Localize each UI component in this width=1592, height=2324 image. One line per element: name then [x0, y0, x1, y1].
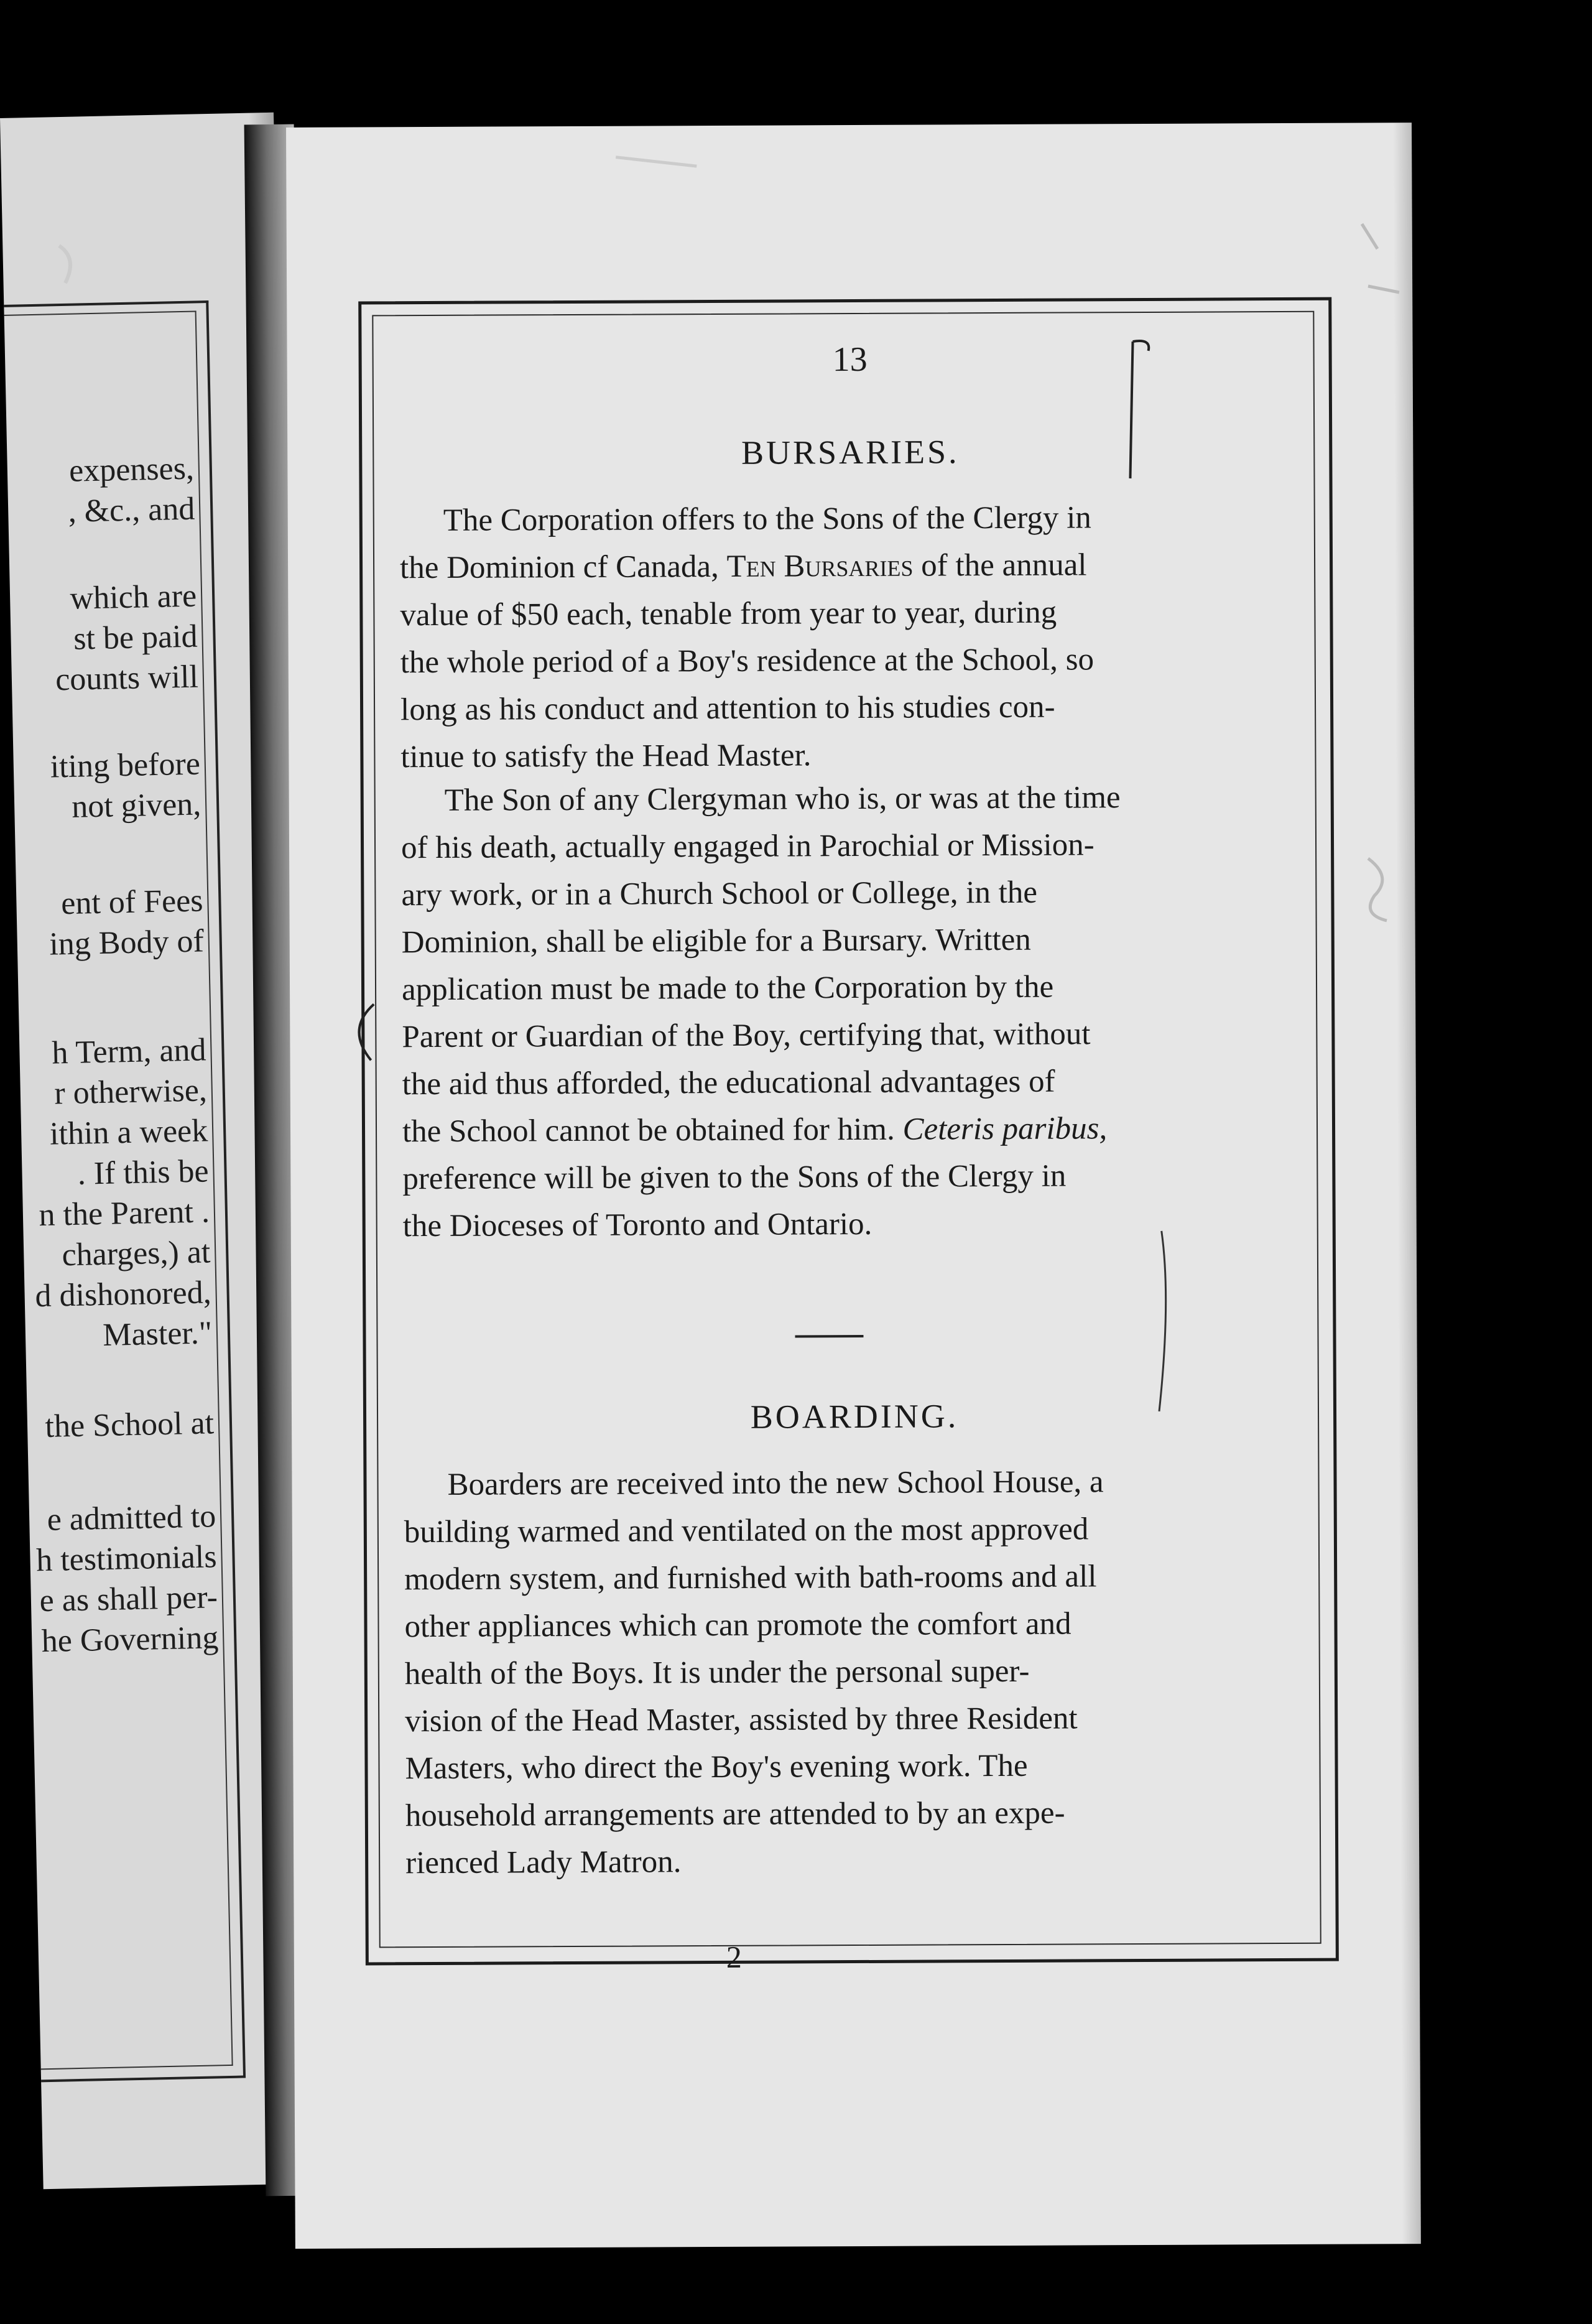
text-line: building warmed and ventilated on the most approved	[404, 1512, 1089, 1550]
text-span: of the annual	[913, 547, 1087, 583]
text-line: preference will be given to the Sons of the Clergy in	[402, 1158, 1067, 1197]
pencil-bracket-mark-icon	[1095, 335, 1170, 498]
text-line: ary work, or in a Church School or College, in the	[401, 875, 1038, 913]
left-page-line: ithin a week	[49, 1113, 208, 1152]
text-line: vision of the Head Master, assisted by three Resident	[405, 1701, 1078, 1739]
left-page-line: he Governing	[41, 1620, 219, 1660]
left-page-line: not given,	[71, 786, 201, 825]
left-page-line: the School at	[44, 1405, 215, 1444]
left-page-line: r otherwise,	[53, 1072, 208, 1112]
left-page-line: d dishonored,	[34, 1275, 212, 1314]
text-line: long as his conduct and attention to his studies con-	[400, 689, 1055, 728]
left-page-line: , &c., and	[68, 491, 195, 529]
boarding-heading: BOARDING.	[750, 1397, 959, 1436]
bursaries-paragraph-1	[400, 493, 1272, 781]
pencil-curve-mark-icon	[340, 998, 383, 1066]
stray-dash-mark-icon	[609, 138, 709, 176]
left-page-line: counts will	[55, 659, 199, 698]
left-page-line: ent of Fees	[60, 883, 204, 922]
text-line: Boarders are received into the new School House, a	[447, 1464, 1104, 1502]
left-page-line: n the Parent .	[38, 1194, 210, 1234]
text-span: the Dominion cf Canada,	[399, 549, 727, 586]
left-page-line: Master."	[102, 1315, 213, 1353]
signature-mark: 2	[726, 1939, 742, 1974]
left-page-line: iting before	[50, 746, 201, 785]
text-line: Masters, who direct the Boy's evening work. The	[405, 1748, 1028, 1787]
text-line: tinue to satisfy the Head Master.	[400, 738, 812, 775]
scan-artifact-icon	[50, 236, 87, 292]
left-page-line: h Term, and	[51, 1032, 207, 1071]
left-page-line: e admitted to	[47, 1499, 216, 1538]
left-page-line: h testimonials	[35, 1539, 218, 1579]
ten-bursaries-small-caps: Ten Bursaries	[726, 548, 914, 584]
pencil-line-mark-icon	[1143, 1225, 1181, 1424]
boarding-paragraph	[404, 1457, 1276, 1887]
left-page-line: st be paid	[73, 618, 198, 657]
ceteris-paribus-italic: Ceteris paribus,	[902, 1111, 1108, 1147]
left-page-line: e as shall per-	[39, 1579, 218, 1619]
left-page-line: charges,) at	[62, 1234, 211, 1273]
left-page-line: . If this be	[77, 1153, 210, 1192]
text-line: The Son of any Clergyman who is, or was at the time	[444, 780, 1121, 818]
text-span: the School cannot be obtained for him.	[402, 1112, 903, 1150]
scan-artifact-icon	[1349, 211, 1405, 323]
left-page-line: which are	[70, 578, 197, 616]
text-line: health of the Boys. It is under the personal super-	[404, 1653, 1030, 1692]
text-line: Dominion, shall be eligible for a Bursary. Written	[401, 922, 1031, 960]
text-line: other appliances which can promote the comfort and	[404, 1606, 1071, 1645]
text-line: the whole period of a Boy's residence at the School, so	[400, 642, 1094, 681]
bursaries-heading: BURSARIES.	[741, 433, 960, 472]
text-line: application must be made to the Corporation by the	[401, 969, 1054, 1008]
text-line: value of $50 each, tenable from year to year, during	[400, 595, 1057, 633]
text-line: the Dioceses of Toronto and Ontario.	[402, 1206, 872, 1244]
bursaries-paragraph-2	[401, 773, 1274, 1250]
right-page	[286, 123, 1421, 2249]
text-line: The Corporation offers to the Sons of the Clergy in	[443, 500, 1091, 538]
text-line: of his death, actually engaged in Parochial or Mission-	[400, 827, 1094, 866]
left-page-line: ing Body of	[49, 923, 205, 962]
text-line: modern system, and furnished with bath-rooms and all	[404, 1559, 1097, 1597]
text-line	[402, 1104, 1273, 1155]
scan-artifact-icon	[1356, 852, 1405, 927]
text-line: the aid thus afforded, the educational advantages of	[402, 1064, 1055, 1102]
text-line: rienced Lady Matron.	[405, 1844, 682, 1881]
text-line: household arrangements are attended to by an expe-	[405, 1795, 1065, 1834]
text-line: Parent or Guardian of the Boy, certifying that, without	[402, 1016, 1091, 1055]
section-divider	[795, 1335, 863, 1337]
page-number: 13	[832, 340, 868, 379]
left-page-line: expenses,	[68, 450, 195, 489]
text-line	[400, 541, 1270, 592]
